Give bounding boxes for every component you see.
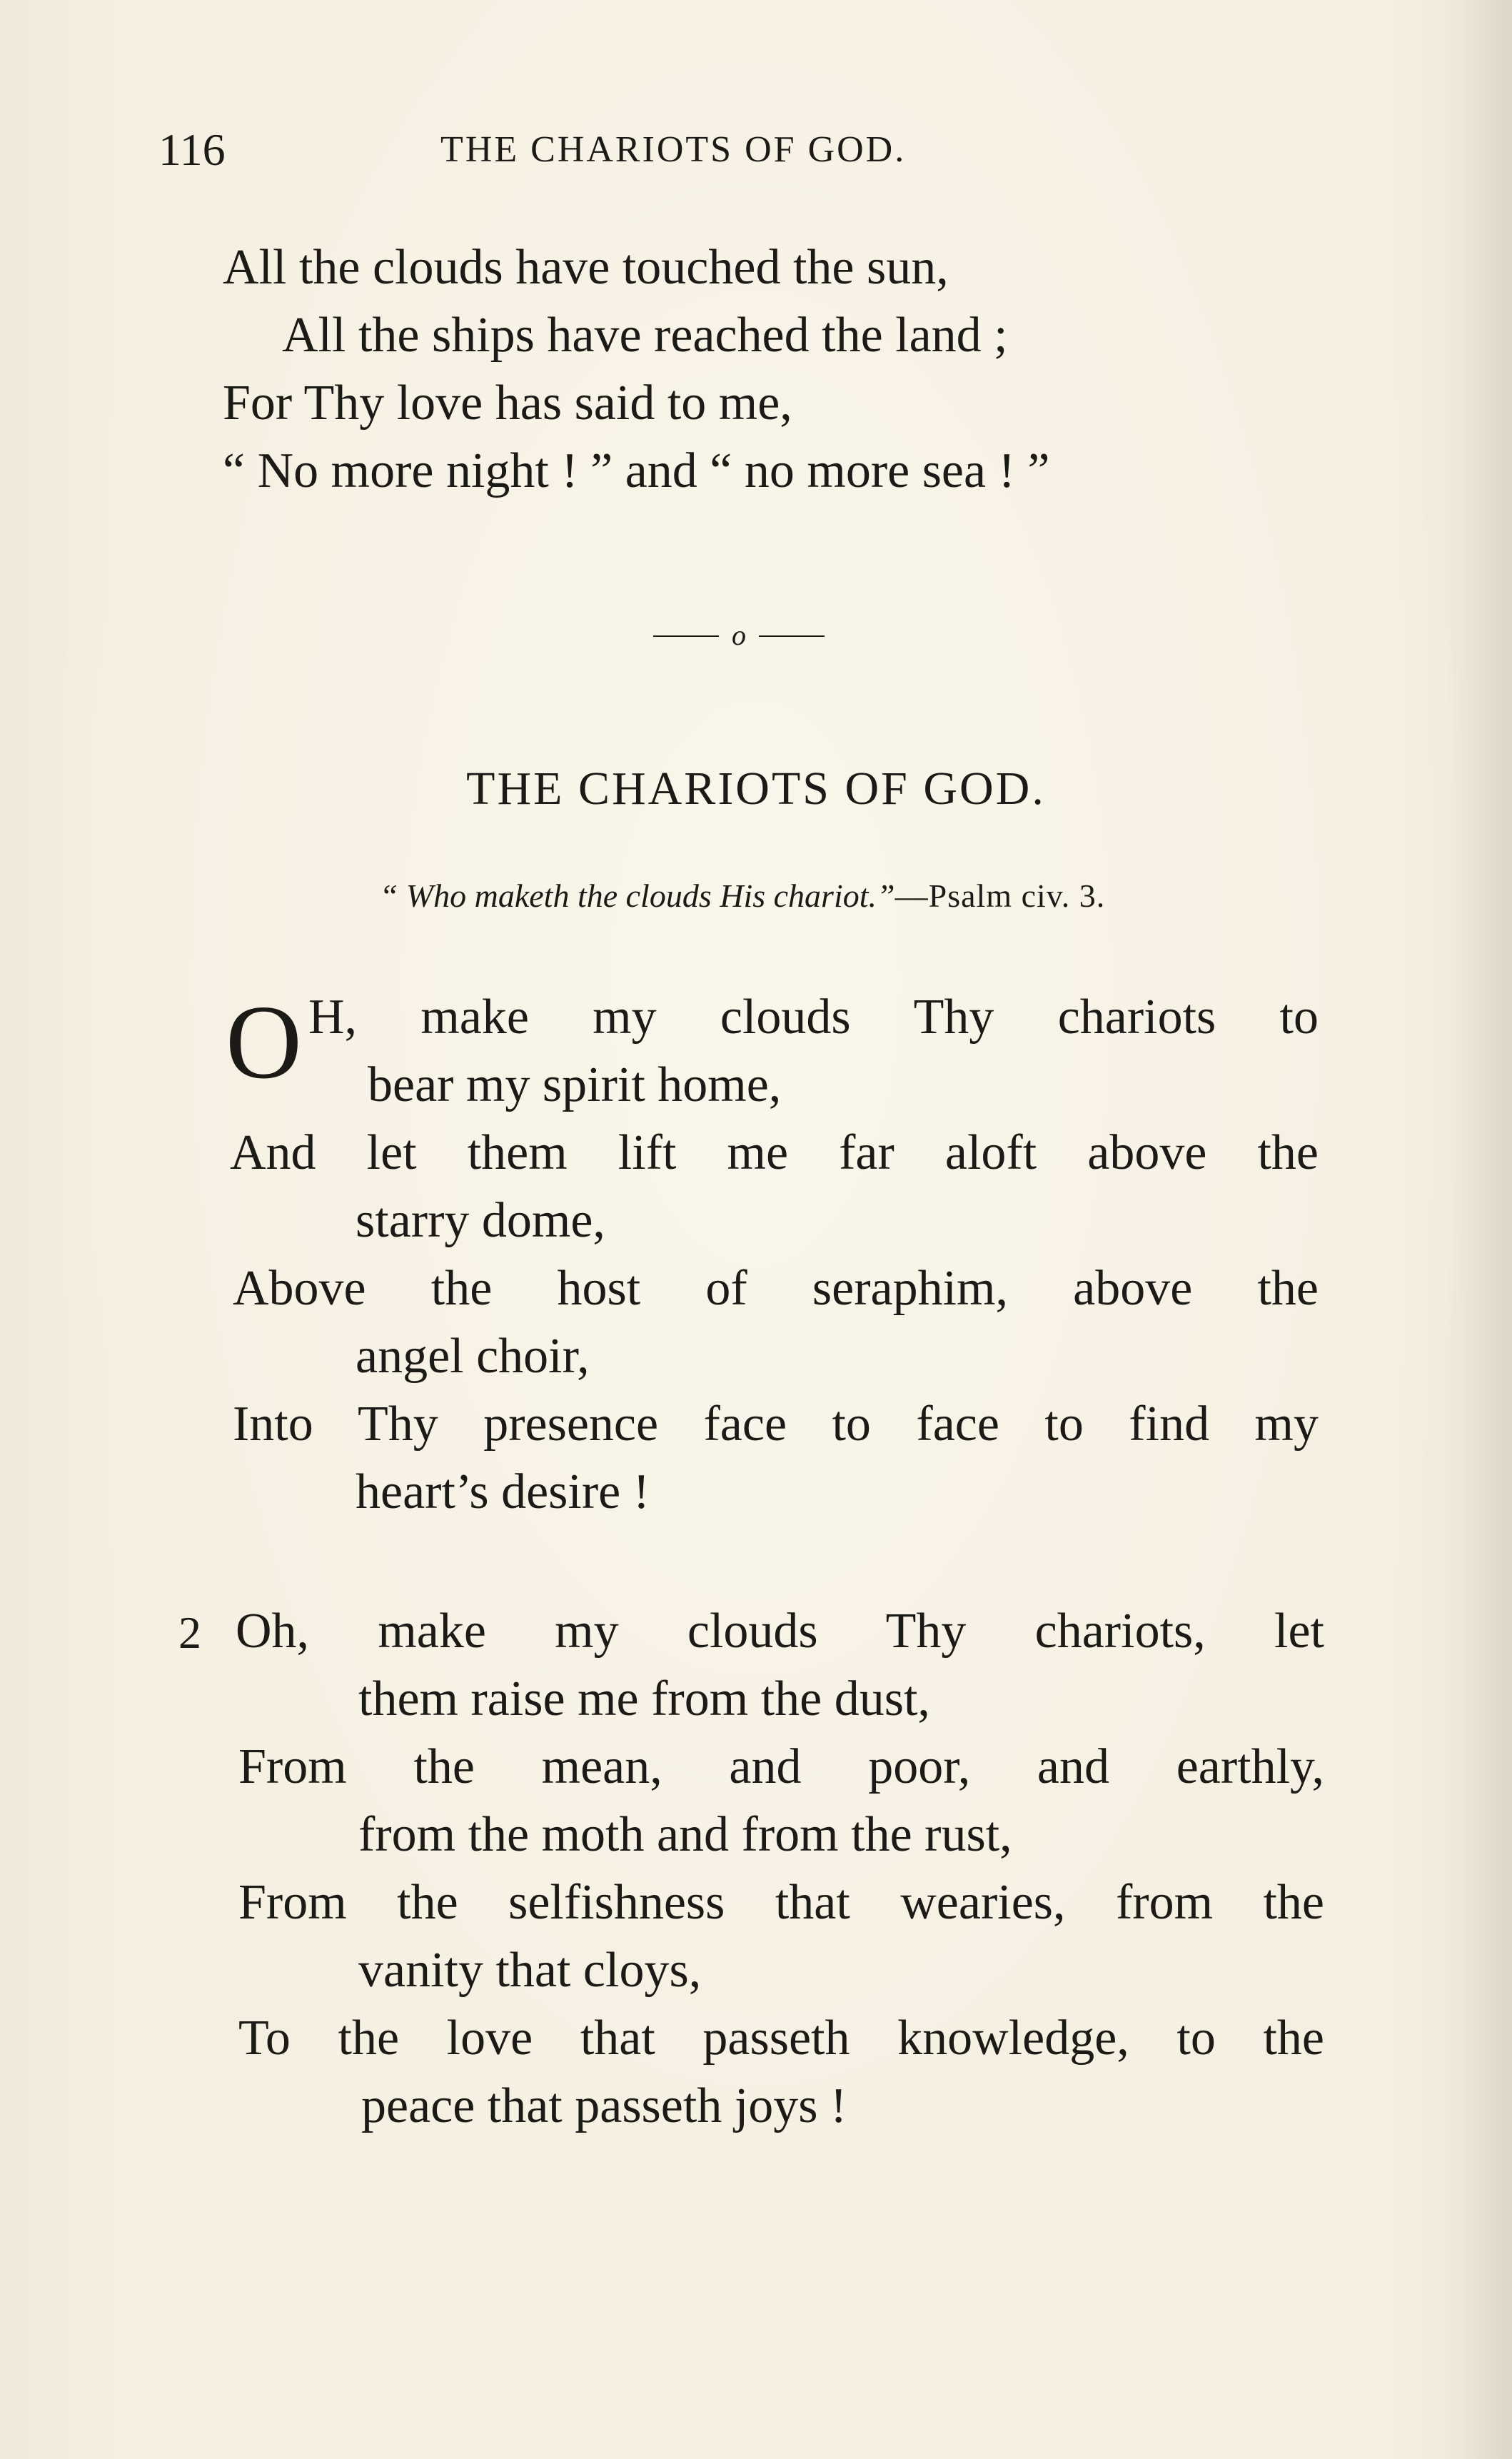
page-header bbox=[158, 121, 1044, 178]
verse-line: From the selfishness that wearies, from the bbox=[238, 1875, 1324, 1930]
poem-line: All the ships have reached the land ; bbox=[282, 308, 1008, 363]
drop-cap: O bbox=[226, 984, 302, 1101]
verse-line: vanity that cloys, bbox=[358, 1943, 702, 1998]
verse-line: From the mean, and poor, and earthly, bbox=[238, 1739, 1324, 1794]
section-divider bbox=[653, 614, 825, 657]
verse-line: Oh, make my clouds Thy chariots, let bbox=[236, 1604, 1324, 1659]
verse-number: 2 bbox=[178, 1607, 201, 1658]
verse-line: Into Thy presence face to face to find my bbox=[233, 1397, 1319, 1452]
verse-line: them raise me from the dust, bbox=[358, 1671, 930, 1726]
verse-line: H, make my clouds Thy chariots to bbox=[308, 990, 1319, 1045]
verse-line: from the moth and from the rust, bbox=[358, 1807, 1012, 1862]
epigraph-quote: “ Who maketh the clouds His chariot.” bbox=[379, 878, 895, 914]
divider-ornament: o bbox=[732, 619, 746, 651]
poem-line: “ No more night ! ” and “ no more sea ! ” bbox=[223, 443, 1050, 498]
poem-line: All the clouds have touched the sun, bbox=[223, 240, 949, 295]
verse-line: starry dome, bbox=[356, 1193, 605, 1248]
verse-line: peace that passeth joys ! bbox=[361, 2078, 847, 2133]
verse-line: And let them lift me far aloft above the bbox=[230, 1125, 1319, 1180]
page-number: 116 bbox=[158, 124, 226, 175]
verse-line: heart’s desire ! bbox=[356, 1464, 650, 1519]
page-edge-shadow bbox=[1448, 0, 1512, 2459]
poem-line: For Thy love has said to me, bbox=[223, 376, 792, 431]
verse-line: bear my spirit home, bbox=[368, 1057, 782, 1112]
verse-line: angel choir, bbox=[356, 1329, 590, 1384]
verse-line: Above the host of seraphim, above the bbox=[233, 1261, 1319, 1316]
epigraph bbox=[271, 871, 1214, 921]
hymn-title: THE CHARIOTS OF GOD. bbox=[466, 763, 1046, 815]
running-title: THE CHARIOTS OF GOD. bbox=[440, 129, 907, 170]
verse-line: To the love that passeth knowledge, to the bbox=[238, 2011, 1324, 2066]
epigraph-source: —Psalm civ. 3. bbox=[894, 878, 1106, 914]
